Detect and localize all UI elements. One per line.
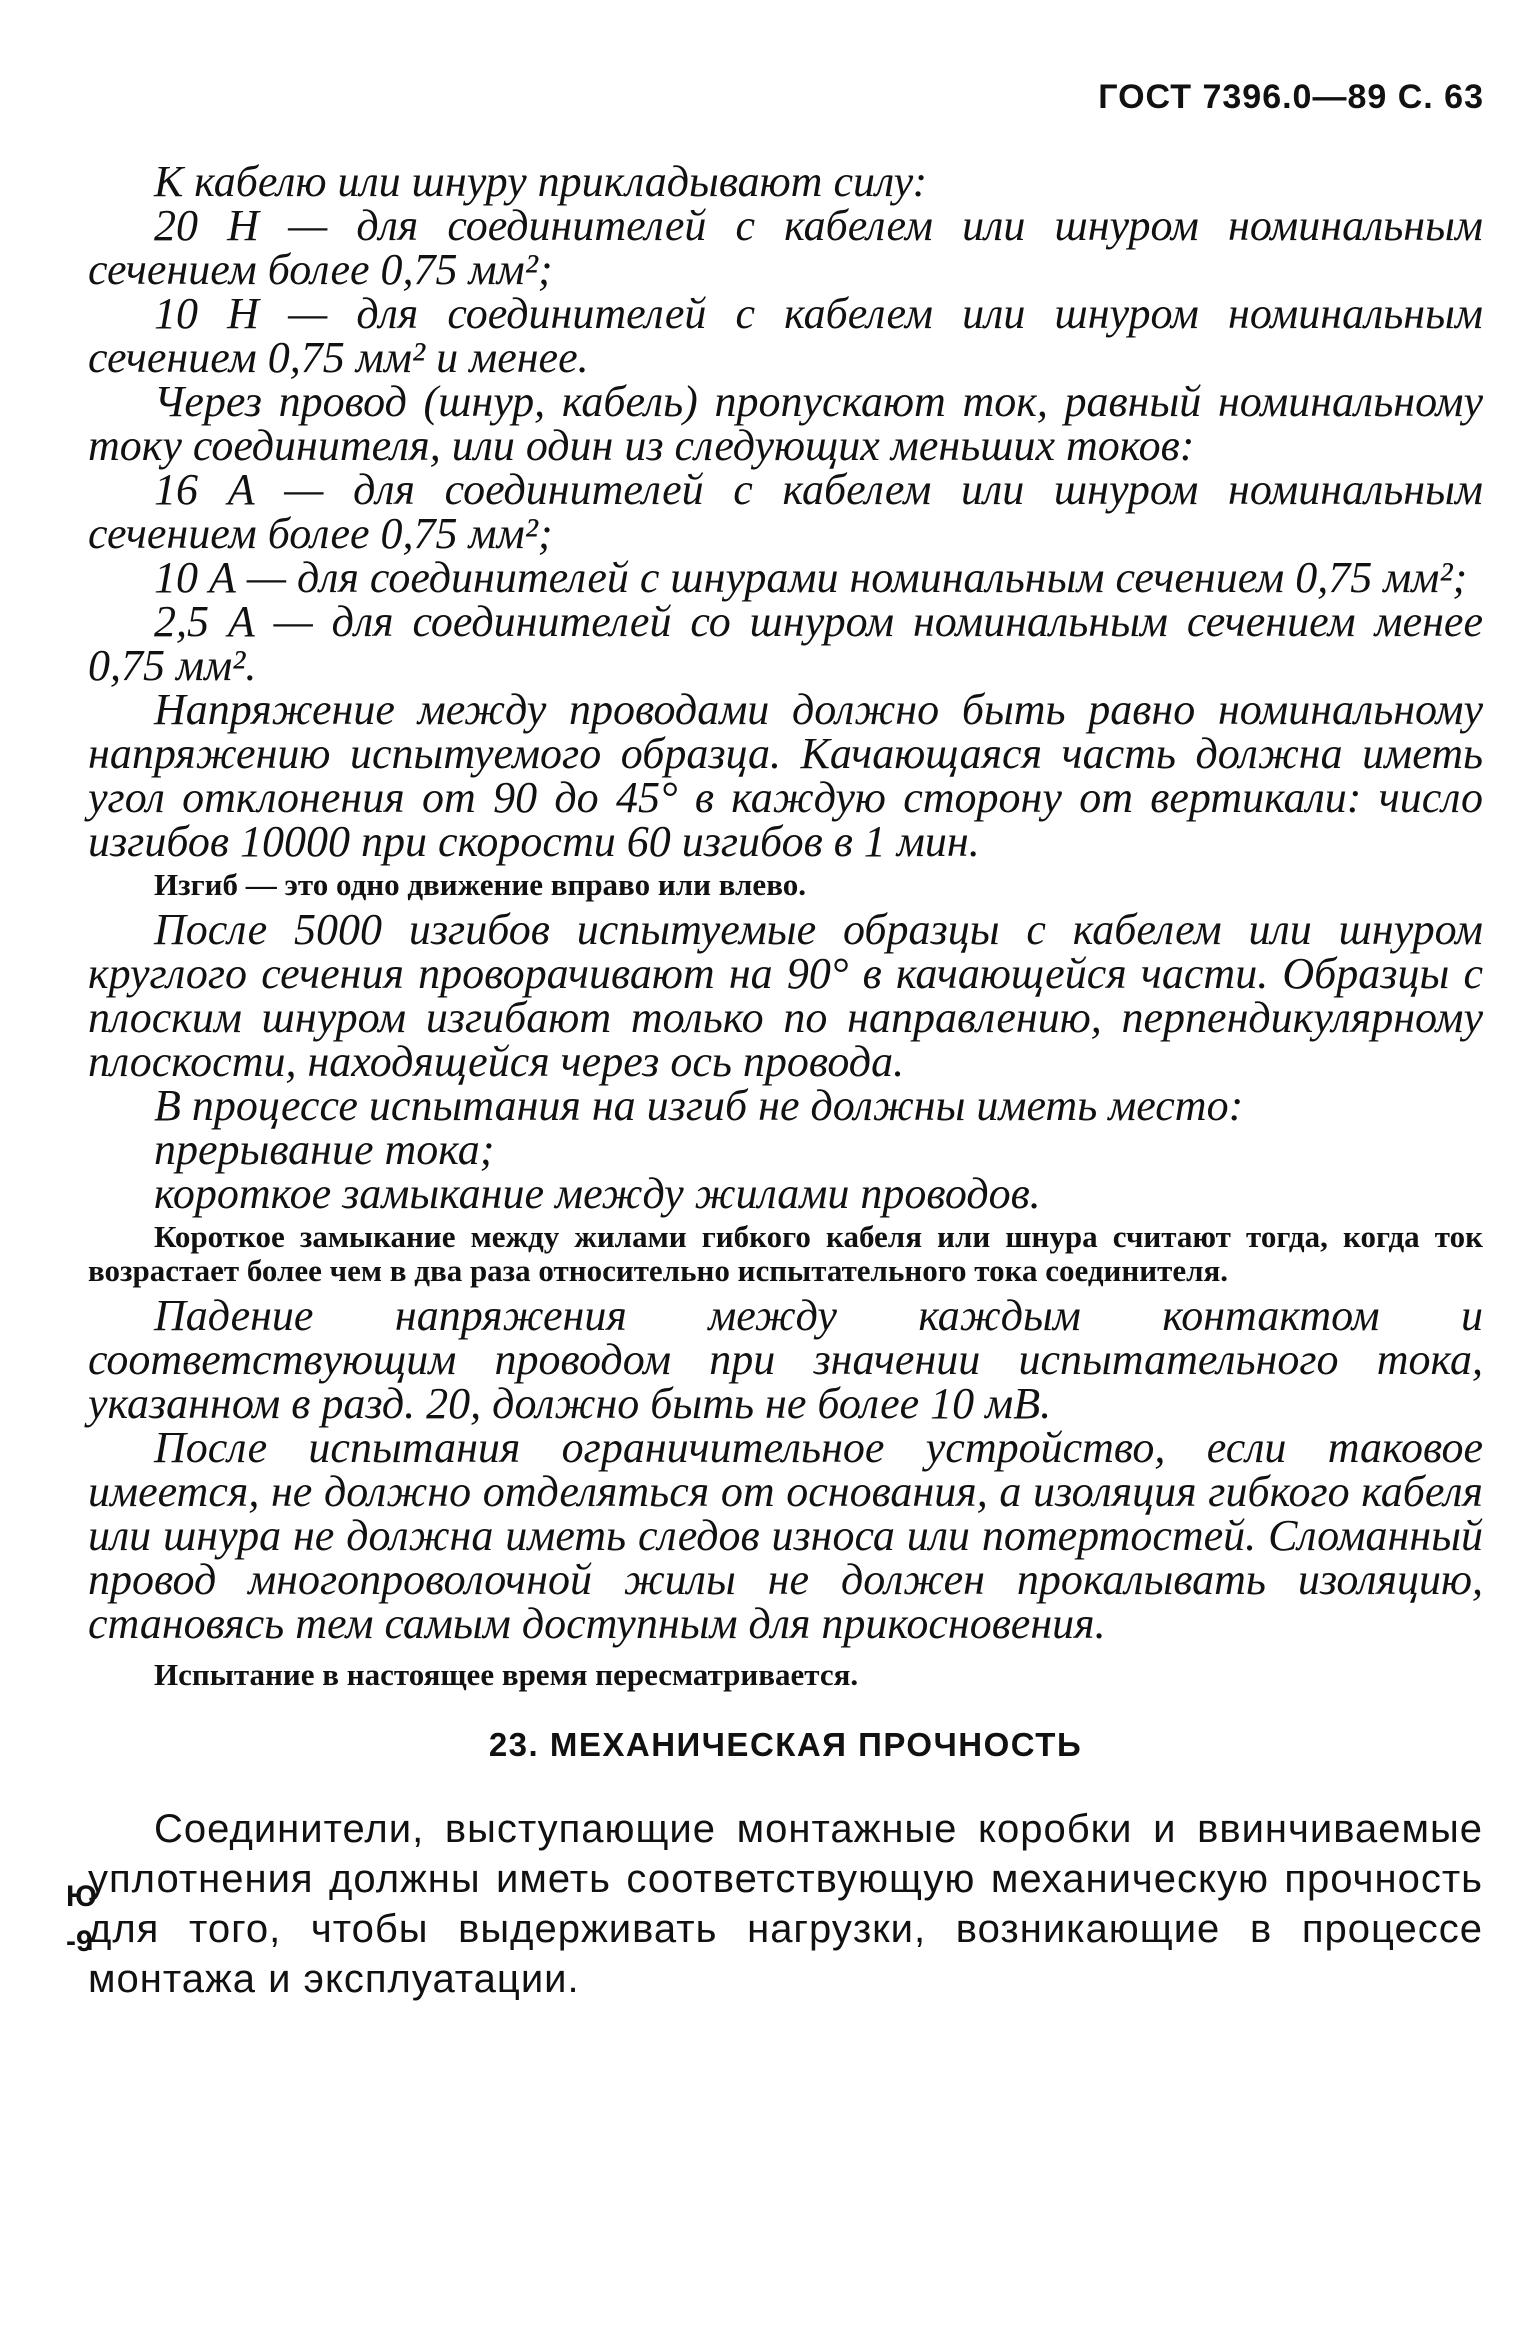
page-header: ГОСТ 7396.0—89 С. 63 — [1098, 78, 1484, 116]
paragraph: Через провод (шнур, кабель) пропускают ток, равный номинальному току соединителя, или один из следующих меньших токов: — [88, 377, 1483, 470]
paragraph: В процессе испытания на изгиб не должны иметь место: — [154, 1081, 1244, 1130]
paragraph: Падение напряжения между каждым контактом и соответствующим проводом при значении испытательного тока, указанном в разд. 20, должно быть не более 10 мВ. — [88, 1291, 1483, 1428]
paragraph: После 5000 изгибов испытуемые образцы с кабелем или шнуром круглого сечения проворачивают на 90° в качающейся части. Образцы с плоским шнуром изгибают только по направлению, перпендикулярному плоскости, находящейся через ось провода. — [88, 905, 1483, 1086]
margin-note-1: Ю — [66, 1880, 97, 1913]
section-title: 23. МЕХАНИЧЕСКАЯ ПРОЧНОСТЬ — [488, 1726, 1083, 1763]
paragraph: Соединители, выступающие монтажные коробки и ввинчиваемые уплотнения должны иметь соответствующую механическую прочность для того, чтобы выдерживать нагрузки, возникающие в процессе монтажа и эксплуатации. — [88, 1807, 1483, 2001]
paragraph: прерывание тока; — [154, 1125, 495, 1174]
note: Изгиб — это одно движение вправо или влево. — [154, 867, 806, 902]
note: Короткое замыкание между жилами гибкого кабеля или шнура считают тогда, когда ток возрастает более чем в два раза относительно испытательного тока соединителя. — [88, 1219, 1483, 1288]
paragraph: 16 А — для соединителей с кабелем или шнуром номинальным сечением более 0,75 мм²; — [88, 465, 1483, 558]
paragraph: После испытания ограничительное устройство, если таковое имеется, не должно отделяться от основания, а изоляция гибкого кабеля или шнура не должна иметь следов износа или потертостей. Сломанный провод многопроволочной жилы не должен прокалывать изоляцию, становясь тем самым доступным для прикосновения. — [88, 1423, 1483, 1648]
paragraph: 20 Н — для соединителей с кабелем или шнуром номинальным сечением более 0,75 мм²; — [88, 201, 1483, 294]
paragraph: 2,5 А — для соединителей со шнуром номинальным сечением менее 0,75 мм². — [88, 597, 1483, 690]
document-body — [88, 157, 1483, 2044]
paragraph: 10 А — для соединителей с шнурами номинальным сечением 0,75 мм²; — [154, 553, 1468, 602]
margin-note-2: -9 — [66, 1925, 93, 1958]
paragraph: К кабелю или шнуру прикладывают силу: — [154, 157, 928, 206]
paragraph: короткое замыкание между жилами проводов. — [154, 1169, 1041, 1218]
note: Испытание в настоящее время пересматривается. — [154, 1657, 859, 1692]
paragraph: Напряжение между проводами должно быть равно номинальному напряжению испытуемого образца. Качающаяся часть должна иметь угол отклонения от 90 до 45° в каждую сторону от вертикали: число изгибов 10000 при скорости 60 изгибов в 1 мин. — [88, 685, 1483, 866]
paragraph: 10 Н — для соединителей с кабелем или шнуром номинальным сечением 0,75 мм² и менее. — [88, 289, 1483, 382]
